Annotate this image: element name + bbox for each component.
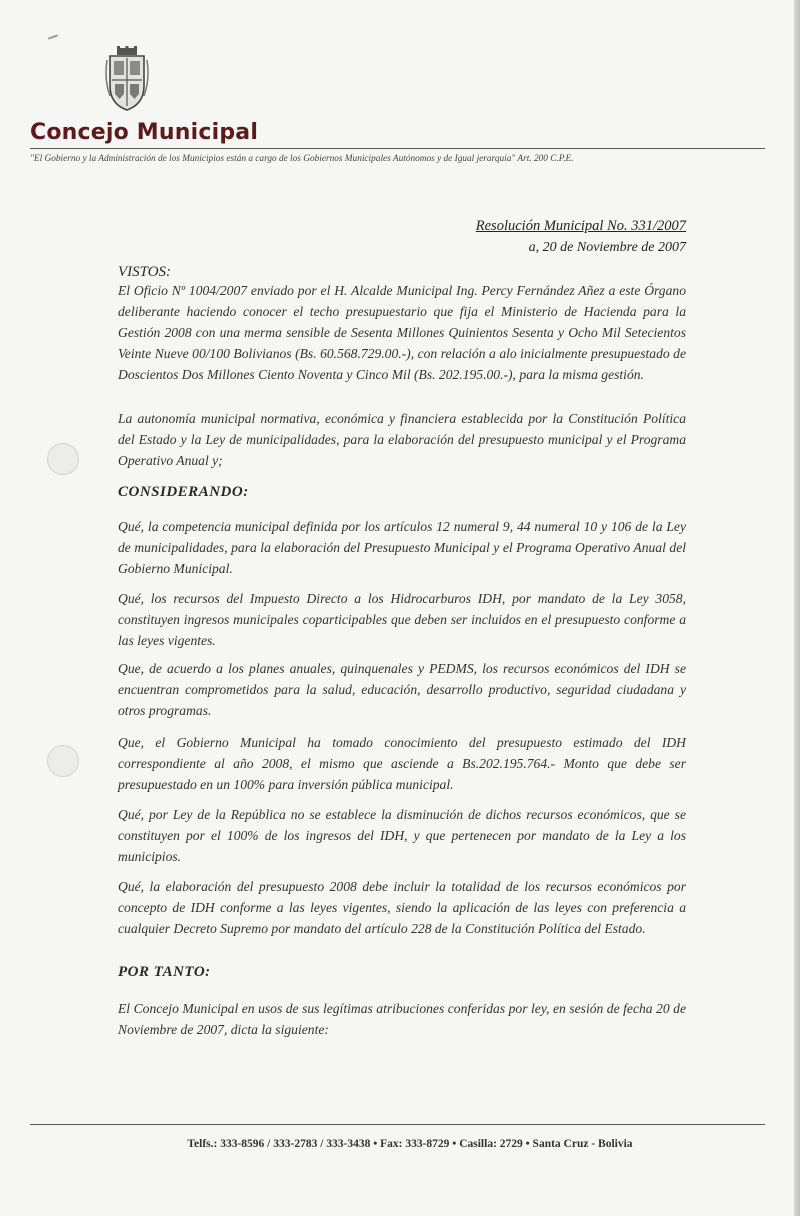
council-name: Concejo Municipal	[30, 120, 259, 145]
por-tanto-heading: POR TANTO:	[118, 964, 211, 980]
motto: "El Gobierno y la Administración de los Municipios están a cargo de los Gobiernos Municipales Autónomos y de Igual jerarquía" Art. 200 C.P.E.	[30, 154, 574, 164]
considerando-heading: CONSIDERANDO:	[118, 484, 249, 500]
resolution-date: a, 20 de Noviembre de 2007	[528, 240, 686, 255]
punch-hole-bottom	[47, 745, 79, 777]
footer-divider	[30, 1124, 765, 1125]
scan-mark	[48, 34, 58, 39]
considerando-paragraph: Qué, por Ley de la República no se establece la disminución de dichos recursos económicos, que se constituyen por el 100% de los ingresos del IDH, y que pertenecen por mandato de la Ley a los municipios.	[118, 807, 686, 864]
considerando-paragraph: Qué, los recursos del Impuesto Directo a los Hidrocarburos IDH, por mandato de la Ley 3058, constituyen ingresos municipales coparticipables que deben ser incluidos en el presupuesto conforme a las leyes vigentes.	[118, 591, 686, 648]
considerando-paragraph: Que, de acuerdo a los planes anuales, quinquenales y PEDMS, los recursos económicos del IDH se encuentran comprometidos para la salud, educación, desarrollo productivo, seguridad ciudadana y otros programas.	[118, 661, 686, 718]
header-divider	[30, 148, 765, 149]
considerando-paragraph: Qué, la competencia municipal definida por los artículos 12 numeral 9, 44 numeral 10 y 106 de la Ley de municipalidades, para la elaboración del Presupuesto Municipal y el Programa Operativo Anual del Gobierno Municipal.	[118, 519, 686, 576]
footer-contact: Telfs.: 333-8596 / 333-2783 / 333-3438 • Fax: 333-8729 • Casilla: 2729 • Santa Cruz - Bolivia	[187, 1138, 633, 1150]
vistos-heading: VISTOS:	[118, 264, 172, 280]
page-edge	[794, 0, 800, 1216]
vistos-paragraph: El Oficio Nº 1004/2007 enviado por el H. Alcalde Municipal Ing. Percy Fernández Añez a este Órgano deliberante haciendo conocer el techo presupuestario que fija el Ministerio de Hacienda para la Gestión 2008 con una merma sensible de Sesenta Millones Quinientos Sesenta y Ocho Mil Setecientos Veinte Nueve 00/100 Bolivianos (Bs. 60.568.729.00.-), con relación a alo inicialmente presupuestado de Doscientos Dos Millones Ciento Noventa y Cinco Mil (Bs. 202.195.00.-), para la misma gestión.	[118, 283, 686, 382]
considerando-paragraph: Qué, la elaboración del presupuesto 2008 debe incluir la totalidad de los recursos económicos por concepto de IDH conforme a las leyes vigentes, siendo la aplicación de las leyes con preferencia a cualquier Decreto Supremo por mandato del artículo 228 de la Constitución Política del Estado.	[118, 879, 686, 936]
resolution-title: Resolución Municipal No. 331/2007	[475, 218, 686, 234]
punch-hole-top	[47, 443, 79, 475]
por-tanto-paragraph: El Concejo Municipal en usos de sus legítimas atribuciones conferidas por ley, en sesión de fecha 20 de Noviembre de 2007, dicta la siguiente:	[118, 1001, 686, 1037]
considerando-paragraph: Que, el Gobierno Municipal ha tomado conocimiento del presupuesto estimado del IDH correspondiente al año 2008, el mismo que asciende a Bs.202.195.764.- Monto que debe ser presupuestado en un 100% para inversión pública municipal.	[118, 735, 686, 792]
vistos-paragraph: La autonomía municipal normativa, económica y financiera establecida por la Constitución Política del Estado y la Ley de municipalidades, para la elaboración del presupuesto municipal y el Programa Operativo Anual y;	[118, 411, 686, 468]
coat-of-arms-icon	[104, 46, 150, 112]
